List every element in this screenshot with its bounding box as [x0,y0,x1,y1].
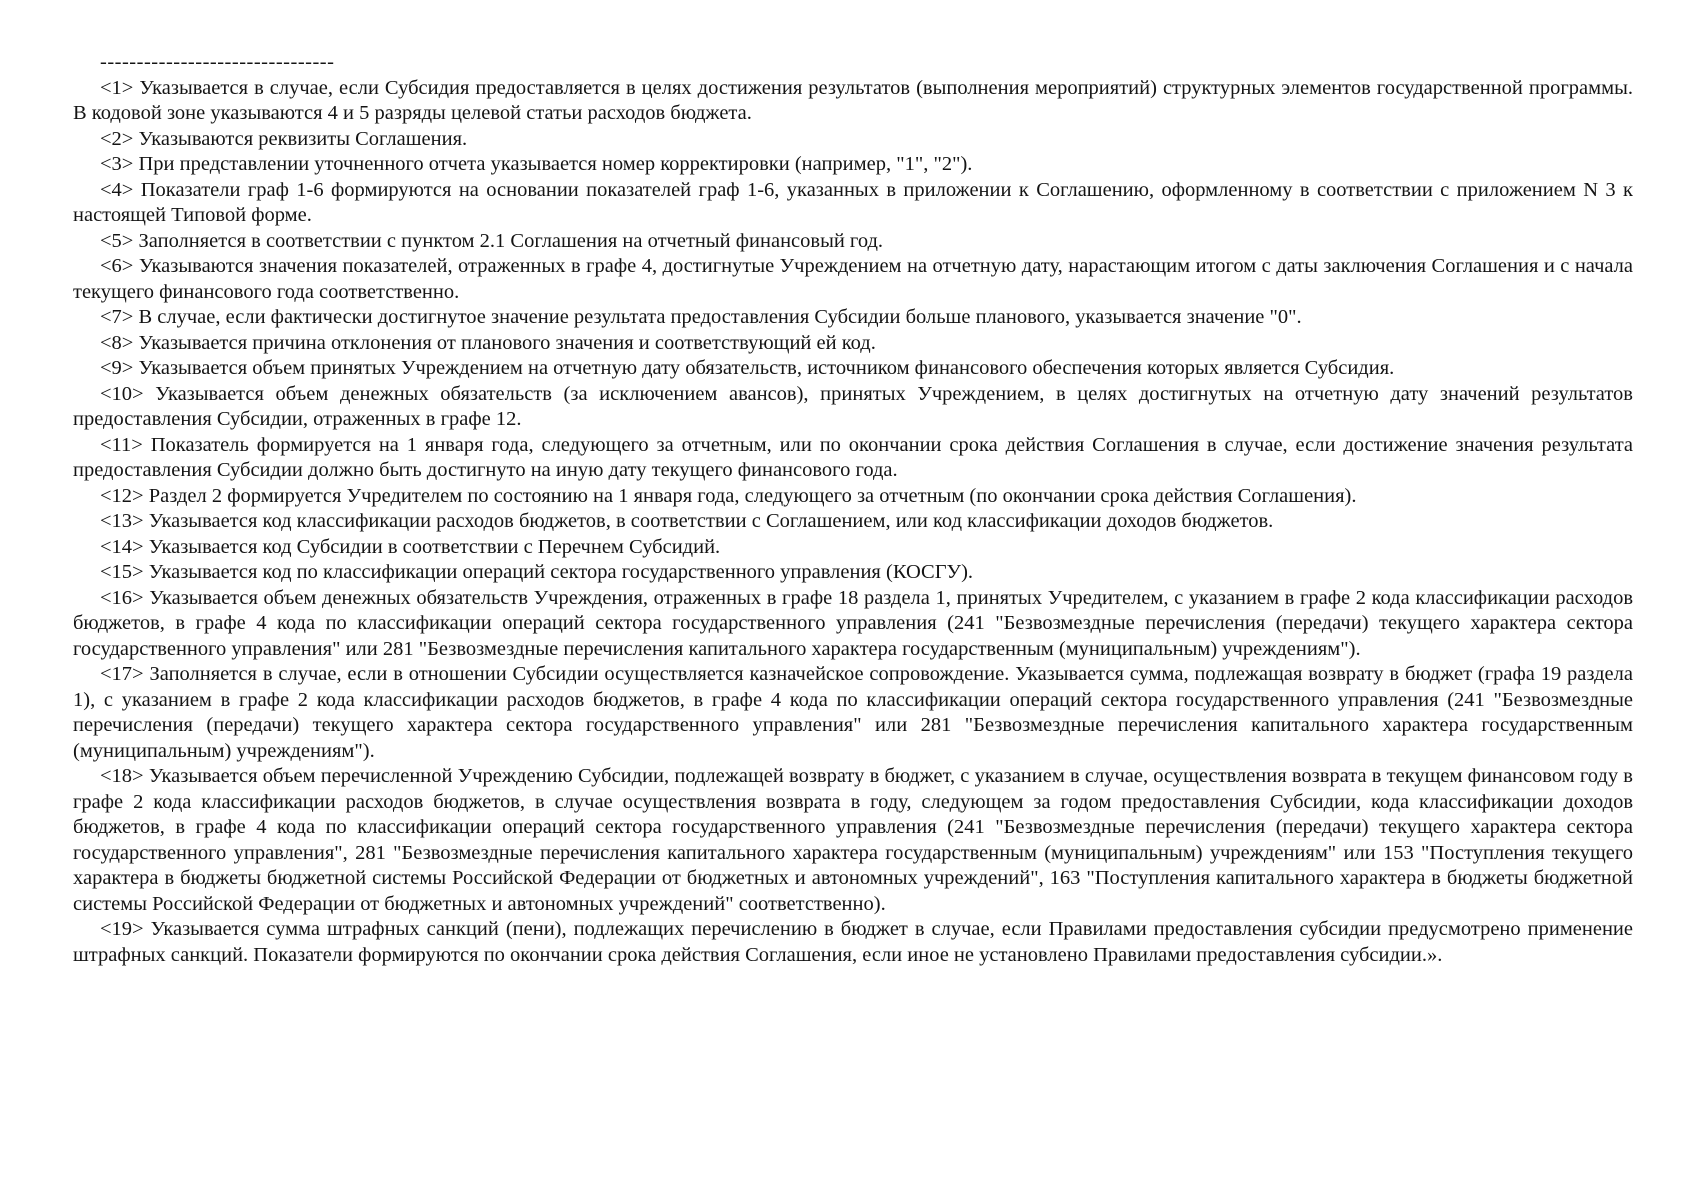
footnote-12: <12> Раздел 2 формируется Учредителем по состоянию на 1 января года, следующего за отчетным (по окончании срока действия Соглашения). [100,484,1357,507]
footnote-3: <3> При представлении уточненного отчета указывается номер корректировки (например, "1", "2"). [100,153,973,175]
footnote-separator: -------------------------------- [100,51,335,73]
footnote-2: <2> Указываются реквизиты Соглашения. [100,127,468,150]
footnote-4: <4> Показатели граф 1-6 формируются на основании показателей граф 1-6, указанных в приложении к Соглашению, оформленному в соответствии с приложением N 3 к настоящей Типовой форме. [73,178,1633,226]
footnote-18: <18> Указывается объем перечисленной Учреждению Субсидии, подлежащей возврату в бюджет, с указанием в случае, осуществления возврата в текущем финансовом году в графе 2 кода классификации расходов бюджетов, в случае осуществления возврата в году, следующем за годом предоставления Субсидии, кода классификации доходов бюджетов, в графе 4 кода по классификации операций сектора государственного управления (241 "Безвозмездные перечисления (передачи) текущего характера сектора государственного управления", 281 "Безвозмездные перечисления капитального характера государственным (муниципальным) учреждениям" или 153 "Поступления текущего характера в бюджеты бюджетной системы Российской Федерации от бюджетных и автономных учреждений", 163 "Поступления капитального характера в бюджеты бюджетной системы Российской Федерации от бюджетных и автономных учреждений" соответственно). [73,765,1633,915]
footnote-17: <17> Заполняется в случае, если в отношении Субсидии осуществляется казначейское сопровождение. Указывается сумма, подлежащая возврату в бюджет (графа 19 раздела 1), с указанием в графе 2 кода классификации расходов бюджетов, в графе 4 кода по классификации операций сектора государственного управления (241 "Безвозмездные перечисления (передачи) текущего характера сектора государственного управления" или 281 "Безвозмездные перечисления капитального характера государственным (муниципальным) учреждениям"). [73,663,1633,762]
footnote-8: <8> Указывается причина отклонения от планового значения и соответствующий ей код. [100,331,876,354]
footnote-7: <7> В случае, если фактически достигнутое значение результата предоставления Субсидии больше планового, указывается значение "0". [100,306,1302,328]
footnote-5: <5> Заполняется в соответствии с пунктом 2.1 Соглашения на отчетный финансовый год. [100,229,884,252]
footnote-9: <9> Указывается объем принятых Учреждением на отчетную дату обязательств, источником финансового обеспечения которых является Субсидия. [100,357,1395,379]
footnote-11: <11> Показатель формируется на 1 января года, следующего за отчетным, или по окончании срока действия Соглашения в случае, если достижение значения результата предоставления Субсидии должно быть достигнуто на иную дату текущего финансового года. [73,433,1633,481]
footnote-14: <14> Указывается код Субсидии в соответствии с Перечнем Субсидий. [100,535,721,558]
footnote-16: <16> Указывается объем денежных обязательств Учреждения, отраженных в графе 18 раздела 1, принятых Учредителем, с указанием в графе 2 кода классификации расходов бюджетов, в графе 4 кода по классификации операций сектора государственного управления (241 "Безвозмездные перечисления (передачи) текущего характера сектора государственного управления" или 281 "Безвозмездные перечисления капитального характера государственным (муниципальным) учреждениям"). [73,586,1633,660]
footnote-1: <1> Указывается в случае, если Субсидия предоставляется в целях достижения результатов (выполнения мероприятий) структурных элементов государственной программы. В кодовой зоне указываются 4 и 5 разряды целевой статьи расходов бюджета. [73,76,1633,124]
footnotes-page [73,50,1633,968]
footnote-15: <15> Указывается код по классификации операций сектора государственного управления (КОСГУ). [100,561,974,583]
footnote-19: <19> Указывается сумма штрафных санкций (пени), подлежащих перечислению в бюджет в случае, если Правилами предоставления субсидии предусмотрено применение штрафных санкций. Показатели формируются по окончании срока действия Соглашения, если иное не установлено Правилами предоставления субсидии.». [73,918,1633,966]
footnote-6: <6> Указываются значения показателей, отраженных в графе 4, достигнутые Учреждением на отчетную дату, нарастающим итогом с даты заключения Соглашения и с начала текущего финансового года соответственно. [73,255,1633,303]
footnote-13: <13> Указывается код классификации расходов бюджетов, в соответствии с Соглашением, или код классификации доходов бюджетов. [100,510,1274,532]
footnote-10: <10> Указывается объем денежных обязательств (за исключением авансов), принятых Учреждением, в целях достигнутых на отчетную дату значений результатов предоставления Субсидии, отраженных в графе 12. [73,382,1633,430]
